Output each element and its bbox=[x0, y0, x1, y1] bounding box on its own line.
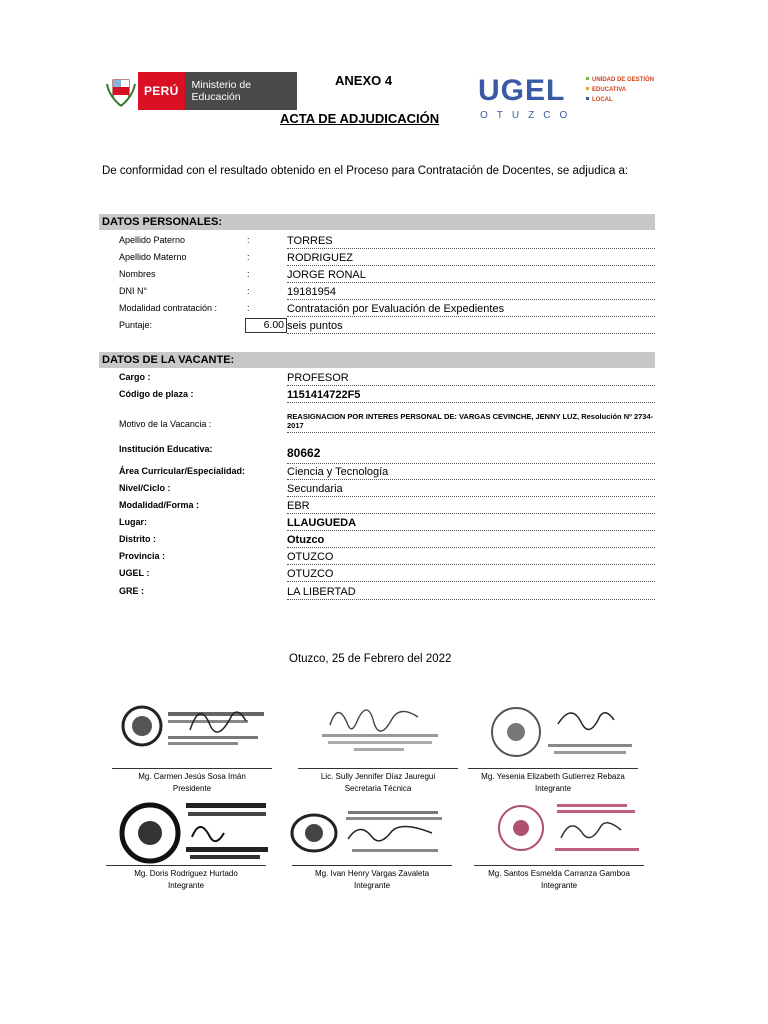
field-value: JORGE RONAL bbox=[287, 268, 655, 283]
svg-text:EDUCATIVA: EDUCATIVA bbox=[592, 87, 627, 93]
signatory-1 bbox=[112, 768, 272, 795]
ugel-logo bbox=[476, 70, 656, 122]
signatory-name: Mg. Santos Esmelda Carranza Gamboa bbox=[488, 869, 630, 878]
signatory-2 bbox=[298, 768, 458, 795]
field-row-apellido-paterno bbox=[119, 232, 655, 249]
svg-text:UGEL: UGEL bbox=[478, 74, 566, 107]
field-label: Institución Educativa: bbox=[119, 444, 213, 454]
field-row-dni bbox=[119, 283, 655, 300]
signature-line bbox=[292, 865, 452, 866]
field-value: Secundaria bbox=[287, 482, 655, 497]
svg-text:OTUZCO: OTUZCO bbox=[480, 110, 577, 121]
field-label: Motivo de la Vacancia : bbox=[119, 419, 212, 429]
field-row-area-curricular bbox=[119, 463, 655, 480]
intro-text: De conformidad con el resultado obtenido en el Proceso para Contratación de Docentes, se adjudica a: bbox=[102, 165, 629, 177]
annex-title: ANEXO 4 bbox=[335, 73, 393, 88]
field-label: Cargo : bbox=[119, 372, 151, 382]
field-value: 80662 bbox=[287, 443, 655, 464]
field-label: Modalidad/Forma : bbox=[119, 500, 200, 510]
stamp-signature-6 bbox=[495, 798, 645, 864]
field-row-provincia bbox=[119, 548, 655, 565]
field-label: Código de plaza : bbox=[119, 389, 194, 399]
field-row-modalidad-forma bbox=[119, 497, 655, 514]
field-row-institucion bbox=[119, 438, 655, 464]
field-label: Puntaje: bbox=[119, 320, 153, 330]
signatory-role: Integrante bbox=[540, 881, 578, 890]
field-label: GRE : bbox=[119, 586, 145, 596]
signatory-role: Integrante bbox=[353, 881, 391, 890]
field-label: Apellido Paterno bbox=[119, 235, 186, 245]
signatory-name: Mg. Ivan Henry Vargas Zavaleta bbox=[314, 869, 430, 878]
field-label: Nombres bbox=[119, 269, 156, 279]
field-value: Otuzco bbox=[287, 533, 655, 548]
field-row-distrito bbox=[119, 531, 655, 548]
signatory-name: Lic. Sully Jennifer Díaz Jauregui bbox=[320, 772, 436, 781]
field-row-modalidad-contratacion bbox=[119, 300, 655, 317]
field-row-lugar bbox=[119, 514, 655, 531]
field-row-nombres bbox=[119, 266, 655, 283]
field-value: OTUZCO bbox=[287, 550, 655, 565]
stamp-signature-3 bbox=[488, 700, 638, 762]
signature-line bbox=[112, 768, 272, 769]
field-value: EBR bbox=[287, 499, 655, 514]
signatory-name: Mg. Doris Rodriguez Hurtado bbox=[134, 869, 238, 878]
field-value: 1151414722F5 bbox=[287, 388, 655, 403]
document-date: Otuzco, 25 de Febrero del 2022 bbox=[289, 653, 452, 665]
signatory-name: Mg. Yesenia Elizabeth Gutierrez Rebaza bbox=[481, 772, 625, 781]
signatory-role: Presidente bbox=[172, 784, 212, 793]
field-row-apellido-materno bbox=[119, 249, 655, 266]
field-row-gre bbox=[119, 583, 655, 600]
stamp-signature-2 bbox=[310, 690, 450, 758]
field-value: PROFESOR bbox=[287, 371, 655, 386]
svg-text:UNIDAD DE GESTIÓN: UNIDAD DE GESTIÓN bbox=[592, 77, 655, 83]
field-value: RODRIGUEZ bbox=[287, 251, 655, 266]
signature-line bbox=[298, 768, 458, 769]
field-value: seis puntos bbox=[287, 319, 655, 334]
field-label: Apellido Materno bbox=[119, 252, 187, 262]
signatory-3 bbox=[468, 768, 638, 795]
field-label: Lugar: bbox=[119, 517, 147, 527]
signatory-4 bbox=[106, 865, 266, 892]
stamp-signature-4 bbox=[116, 797, 271, 865]
field-colon: : bbox=[247, 235, 250, 245]
vacancy-section-heading: DATOS DE LA VACANTE: bbox=[99, 352, 655, 368]
stamp-signature-1 bbox=[120, 690, 270, 758]
signature-line bbox=[474, 865, 644, 866]
signature-line bbox=[468, 768, 638, 769]
field-label: Área Curricular/Especialidad: bbox=[119, 466, 246, 476]
signatory-5 bbox=[292, 865, 452, 892]
field-row-codigo-plaza bbox=[119, 386, 655, 403]
field-colon: : bbox=[247, 303, 250, 313]
field-value: REASIGNACION POR INTERES PERSONAL DE: VARGAS CEVINCHE, JENNY LUZ, Resolución Nº 2734-2017 bbox=[287, 412, 655, 433]
svg-text:LOCAL: LOCAL bbox=[592, 97, 613, 103]
field-value: OTUZCO bbox=[287, 567, 655, 582]
field-label: Provincia : bbox=[119, 551, 166, 561]
signatory-role: Secretaria Técnica bbox=[344, 784, 412, 793]
field-colon: : bbox=[247, 252, 250, 262]
field-value: 19181954 bbox=[287, 285, 655, 300]
field-row-cargo bbox=[119, 369, 655, 386]
field-value: LLAUGUEDA bbox=[287, 516, 655, 531]
field-value: TORRES bbox=[287, 234, 655, 249]
field-row-ugel bbox=[119, 565, 655, 582]
field-label: Nivel/Ciclo : bbox=[119, 483, 171, 493]
stamp-signature-5 bbox=[288, 803, 448, 863]
field-row-puntaje bbox=[119, 317, 655, 334]
signatory-6 bbox=[474, 865, 644, 892]
field-label: UGEL : bbox=[119, 568, 150, 578]
field-value: Contratación por Evaluación de Expedientes bbox=[287, 302, 655, 317]
field-row-nivel-ciclo bbox=[119, 480, 655, 497]
ministry-logo bbox=[104, 72, 297, 110]
document-title: ACTA DE ADJUDICACIÓN bbox=[280, 111, 440, 126]
field-label: DNI N° bbox=[119, 286, 148, 296]
field-label: Modalidad contratación : bbox=[119, 303, 218, 313]
signatory-role: Integrante bbox=[167, 881, 205, 890]
field-colon: : bbox=[247, 286, 250, 296]
peru-label: PERÚ bbox=[138, 72, 185, 110]
field-value: LA LIBERTAD bbox=[287, 585, 655, 600]
signatory-name: Mg. Carmen Jesús Sosa Imán bbox=[138, 772, 246, 781]
signature-line bbox=[106, 865, 266, 866]
signatory-role: Integrante bbox=[534, 784, 572, 793]
field-label: Distrito : bbox=[119, 534, 156, 544]
score-box: 6.00 bbox=[245, 318, 287, 333]
field-colon: : bbox=[247, 269, 250, 279]
field-row-motivo-vacancia bbox=[119, 405, 655, 433]
field-value: Ciencia y Tecnología bbox=[287, 465, 655, 480]
peru-shield-icon bbox=[104, 72, 138, 110]
personal-section-heading: DATOS PERSONALES: bbox=[99, 214, 655, 230]
ministry-label: Ministerio de Educación bbox=[185, 72, 297, 110]
